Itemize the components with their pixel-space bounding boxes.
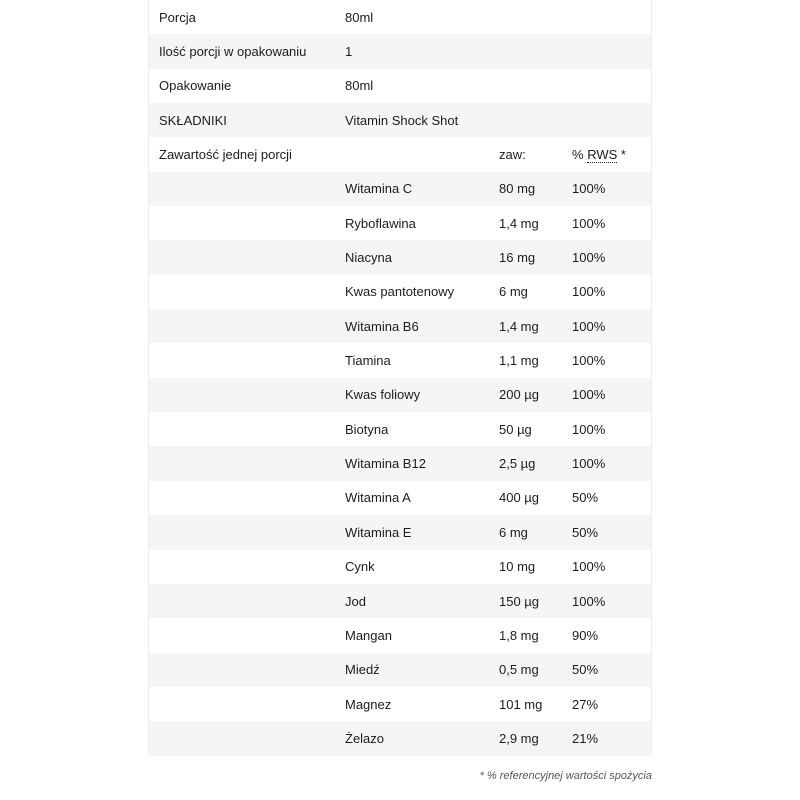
nutrient-amount: 1,4 mg xyxy=(499,318,539,334)
nutrient-amount: 1,1 mg xyxy=(499,353,539,369)
info-row-servings xyxy=(149,34,651,68)
nutrient-list xyxy=(149,172,651,756)
nutrient-amount: 10 mg xyxy=(499,559,536,575)
nutrition-table xyxy=(148,0,652,756)
info-label: Ilość porcji w opakowaniu xyxy=(159,44,307,60)
nutrient-name: Kwas foliowy xyxy=(345,387,421,403)
nutrient-amount: 400 µg xyxy=(499,490,540,506)
info-value: 1 xyxy=(345,44,353,60)
rws-abbreviation: RWS xyxy=(587,147,618,163)
nutrient-percent: 90% xyxy=(572,627,599,643)
nutrient-amount: 16 mg xyxy=(499,250,536,266)
nutrient-percent: 100% xyxy=(572,559,606,575)
info-row-portion xyxy=(149,0,651,34)
table-row xyxy=(149,481,651,515)
nutrient-name: Witamina B12 xyxy=(345,456,426,472)
table-row xyxy=(149,343,651,377)
nutrient-name: Witamina E xyxy=(345,524,412,540)
info-label: SKŁADNIKI xyxy=(159,112,227,128)
table-row xyxy=(149,721,651,755)
nutrient-percent: 100% xyxy=(572,181,606,197)
nutrient-percent: 27% xyxy=(572,696,599,712)
table-row xyxy=(149,206,651,240)
table-row xyxy=(149,378,651,412)
nutrient-amount: 50 µg xyxy=(499,421,532,437)
nutrient-percent: 100% xyxy=(572,593,606,609)
info-row-ingredients xyxy=(149,103,651,137)
nutrient-amount: 0,5 mg xyxy=(499,662,539,678)
info-row-package xyxy=(149,69,651,103)
info-label: Opakowanie xyxy=(159,78,232,94)
nutrient-name: Tiamina xyxy=(345,353,391,369)
table-row xyxy=(149,309,651,343)
nutrient-name: Ryboflawina xyxy=(345,215,416,231)
info-value: 80ml xyxy=(345,9,374,25)
nutrient-amount: 2,5 µg xyxy=(499,456,536,472)
nutrient-amount: 2,9 mg xyxy=(499,730,539,746)
nutrient-percent: 100% xyxy=(572,250,606,266)
header-percent xyxy=(572,148,642,161)
info-value: Vitamin Shock Shot xyxy=(345,112,459,128)
info-value: 80ml xyxy=(345,78,374,94)
nutrient-header-row xyxy=(149,137,651,171)
nutrient-name: Biotyna xyxy=(345,421,389,437)
nutrient-amount: 1,4 mg xyxy=(499,215,539,231)
nutrient-name: Magnez xyxy=(345,696,392,712)
info-label: Porcja xyxy=(159,9,196,25)
nutrient-percent: 100% xyxy=(572,387,606,403)
header-percent-suffix: * xyxy=(620,147,626,163)
nutrient-name: Żelazo xyxy=(345,730,385,746)
nutrient-percent: 100% xyxy=(572,318,606,334)
nutrient-name: Miedź xyxy=(345,662,380,678)
nutrient-percent: 21% xyxy=(572,730,599,746)
footnote: * % referencyjnej wartości spożycia xyxy=(479,770,652,782)
nutrient-amount: 101 mg xyxy=(499,696,543,712)
nutrient-name: Kwas pantotenowy xyxy=(345,284,455,300)
nutrient-percent: 100% xyxy=(572,215,606,231)
nutrient-name: Witamina A xyxy=(345,490,411,506)
table-row xyxy=(149,550,651,584)
table-row xyxy=(149,618,651,652)
table-row xyxy=(149,275,651,309)
table-row xyxy=(149,412,651,446)
nutrient-name: Witamina B6 xyxy=(345,318,419,334)
nutrient-percent: 100% xyxy=(572,284,606,300)
nutrient-name: Witamina C xyxy=(345,181,413,197)
nutrient-name: Cynk xyxy=(345,559,375,575)
nutrient-percent: 50% xyxy=(572,524,599,540)
header-amount: zaw: xyxy=(499,147,526,163)
table-row xyxy=(149,446,651,480)
nutrient-amount: 80 mg xyxy=(499,181,536,197)
table-row xyxy=(149,515,651,549)
nutrient-amount: 6 mg xyxy=(499,284,528,300)
table-row xyxy=(149,584,651,618)
nutrient-amount: 150 µg xyxy=(499,593,540,609)
nutrient-name: Jod xyxy=(345,593,366,609)
nutrient-amount: 200 µg xyxy=(499,387,540,403)
table-row xyxy=(149,240,651,274)
nutrient-name: Niacyna xyxy=(345,250,392,266)
nutrient-amount: 1,8 mg xyxy=(499,627,539,643)
table-row xyxy=(149,172,651,206)
nutrient-percent: 50% xyxy=(572,490,599,506)
nutrient-amount: 6 mg xyxy=(499,524,528,540)
nutrient-name: Mangan xyxy=(345,627,392,643)
header-label: Zawartość jednej porcji xyxy=(159,147,292,163)
nutrient-percent: 100% xyxy=(572,456,606,472)
table-row xyxy=(149,653,651,687)
nutrient-percent: 50% xyxy=(572,662,599,678)
header-percent-prefix: % xyxy=(572,147,584,163)
nutrient-percent: 100% xyxy=(572,421,606,437)
table-row xyxy=(149,687,651,721)
nutrient-percent: 100% xyxy=(572,353,606,369)
